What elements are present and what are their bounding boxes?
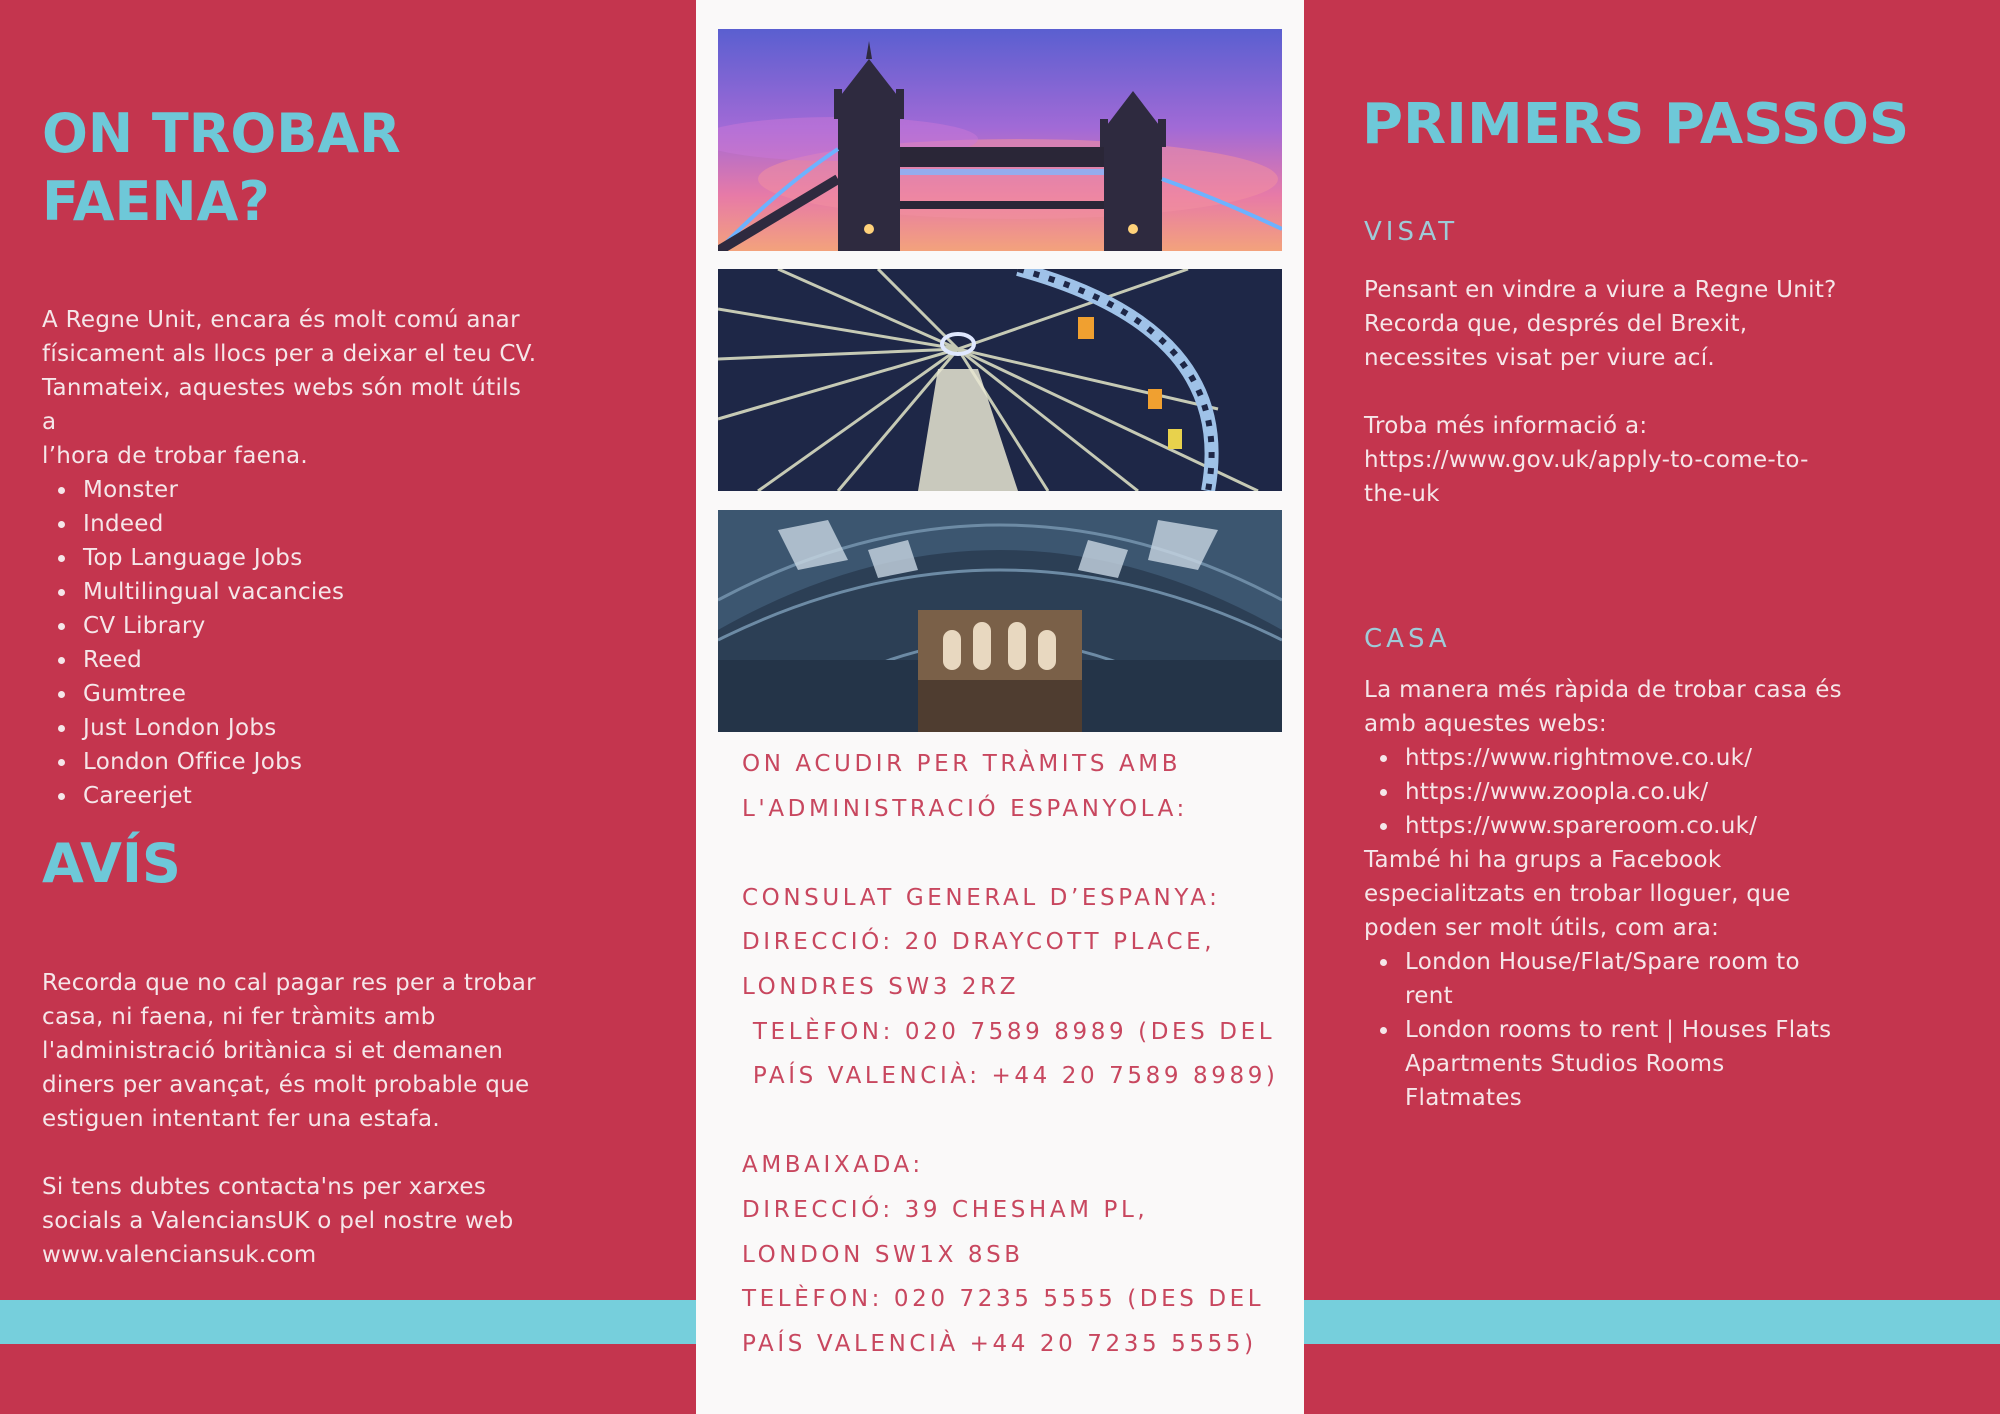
text-line: PAÍS VALENCIÀ +44 20 7235 5555)	[742, 1330, 1257, 1357]
text-line: Apartments Studios Rooms	[1405, 1051, 1725, 1077]
text-line: amb aquestes webs:	[1364, 711, 1607, 737]
warning-paragraph	[42, 966, 542, 1136]
text-line: necessites visat per viure ací.	[1364, 345, 1715, 371]
house-paragraph	[1364, 673, 1844, 741]
list-item: Indeed	[42, 507, 542, 541]
visa-section	[1364, 273, 1844, 511]
list-item: London Office Jobs	[42, 745, 542, 779]
website-link[interactable]: www.valenciansuk.com	[42, 1242, 317, 1268]
list-item: Monster	[42, 473, 542, 507]
list-item: Top Language Jobs	[42, 541, 542, 575]
museum-hall-photo	[718, 510, 1282, 732]
tower-bridge-photo	[718, 29, 1282, 251]
text-line: També hi ha grups a Facebook	[1364, 847, 1722, 873]
text-line: L'ADMINISTRACIÓ ESPANYOLA:	[742, 795, 1188, 822]
text-line: l'administració britànica si et demanen	[42, 1038, 504, 1064]
job-paragraph	[42, 303, 542, 473]
text-line: AMBAIXADA:	[742, 1152, 924, 1179]
visa-subhead: VISAT	[1364, 217, 1459, 247]
text-line: poden ser molt útils, com ara:	[1364, 915, 1720, 941]
first-steps-heading: PRIMERS PASSOS	[1362, 92, 1910, 157]
text-line: La manera més ràpida de trobar casa és	[1364, 677, 1842, 703]
text-line: PAÍS VALENCIÀ: +44 20 7589 8989)	[742, 1063, 1279, 1090]
house-section	[1364, 673, 1844, 1115]
job-heading	[42, 100, 401, 236]
text-line: TELÈFON: 020 7589 8989 (DES DEL	[742, 1018, 1276, 1045]
text-line: diners per avançat, és molt probable que	[42, 1072, 530, 1098]
text-line: LONDRES SW3 2RZ	[742, 973, 1020, 1000]
text-line: Recorda que no cal pagar res per a trobar	[42, 970, 536, 996]
ferris-wheel-photo	[718, 269, 1282, 491]
job-heading-line: FAENA?	[42, 170, 270, 234]
text-line: DIRECCIÓ: 20 DRAYCOTT PLACE,	[742, 929, 1216, 956]
text-line	[742, 831, 1282, 876]
visa-paragraph	[1364, 273, 1844, 375]
text-line	[742, 1099, 1282, 1144]
accent-stripe-right	[1304, 1300, 2000, 1344]
warning-section	[42, 966, 542, 1272]
text-line: LONDON SW1X 8SB	[742, 1241, 1024, 1268]
list-item[interactable]: https://www.rightmove.co.uk/	[1364, 741, 1844, 775]
list-item[interactable]: https://www.spareroom.co.uk/	[1364, 809, 1844, 843]
text-line: estiguen intentant fer una estafa.	[42, 1106, 441, 1132]
text-line: l’hora de trobar faena.	[42, 443, 308, 469]
text-line: Troba més informació a:	[1364, 413, 1648, 439]
text-line: Si tens dubtes contacta'ns per xarxes	[42, 1174, 487, 1200]
list-item: Gumtree	[42, 677, 542, 711]
text-line: TELÈFON: 020 7235 5555 (DES DEL	[742, 1286, 1265, 1313]
text-line: físicament als llocs per a deixar el teu CV.	[42, 341, 537, 367]
text-line: rent	[1405, 983, 1453, 1009]
list-item[interactable]: https://www.zoopla.co.uk/	[1364, 775, 1844, 809]
list-item: CV Library	[42, 609, 542, 643]
house-subhead: CASA	[1364, 624, 1451, 654]
text-line: especialitzats en trobar lloguer, que	[1364, 881, 1791, 907]
visa-link[interactable]: https://www.gov.uk/apply-to-come-to-	[1364, 447, 1809, 473]
text-line: A Regne Unit, encara és molt comú anar	[42, 307, 520, 333]
visa-info	[1364, 409, 1844, 511]
text-line: Flatmates	[1405, 1085, 1523, 1111]
text-line: London House/Flat/Spare room to	[1405, 949, 1800, 975]
job-sites-list	[42, 473, 542, 813]
list-item: Careerjet	[42, 779, 542, 813]
job-section	[42, 303, 542, 813]
warning-heading: AVÍS	[42, 832, 181, 895]
accent-stripe-left	[0, 1300, 696, 1344]
text-line: casa, ni faena, ni fer tràmits amb	[42, 1004, 436, 1030]
text-line: CONSULAT GENERAL D’ESPANYA:	[742, 884, 1221, 911]
list-item	[1364, 1013, 1844, 1115]
facebook-groups-list	[1364, 945, 1844, 1115]
text-line: Tanmateix, aquestes webs són molt útils a	[42, 375, 522, 435]
text-line: socials a ValenciansUK o pel nostre web	[42, 1208, 514, 1234]
embassy-info	[742, 742, 1282, 1366]
list-item: Reed	[42, 643, 542, 677]
house-sites-list	[1364, 741, 1844, 843]
text-line: ON ACUDIR PER TRÀMITS AMB	[742, 751, 1182, 777]
contact-paragraph	[42, 1170, 542, 1272]
text-line: DIRECCIÓ: 39 CHESHAM PL,	[742, 1196, 1149, 1223]
list-item: Multilingual vacancies	[42, 575, 542, 609]
text-line: Pensant en vindre a viure a Regne Unit?	[1364, 277, 1837, 303]
visa-link[interactable]: the-uk	[1364, 481, 1440, 507]
job-heading-line: ON TROBAR	[42, 102, 401, 165]
facebook-paragraph	[1364, 843, 1844, 945]
list-item: Just London Jobs	[42, 711, 542, 745]
text-line: Recorda que, després del Brexit,	[1364, 311, 1748, 337]
list-item	[1364, 945, 1844, 1013]
text-line: London rooms to rent | Houses Flats	[1405, 1017, 1832, 1043]
